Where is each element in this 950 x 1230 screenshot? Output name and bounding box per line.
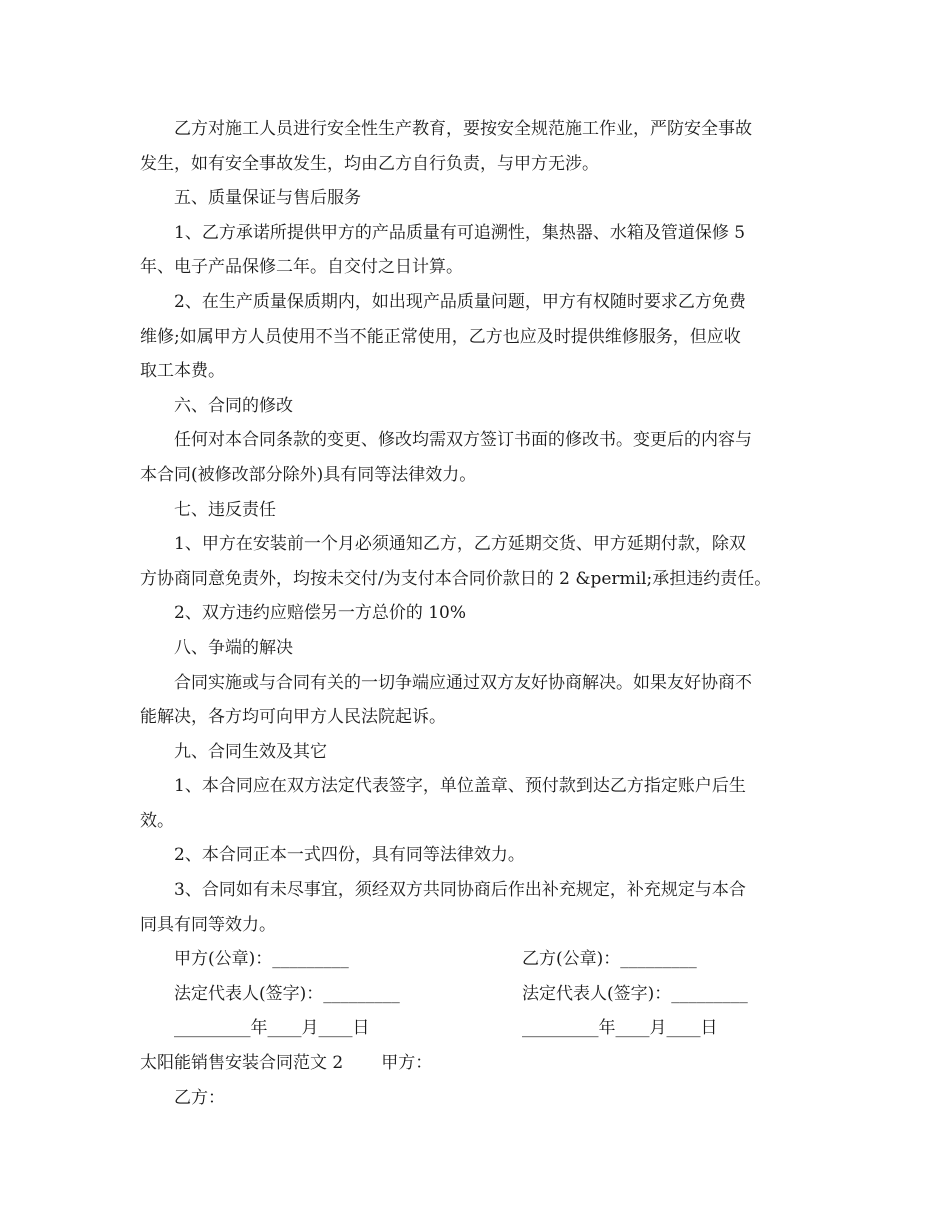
section-heading: 八、争端的解决	[174, 637, 293, 658]
party-a-label: 甲方：	[381, 1053, 433, 1074]
paragraph-line: 1、乙方承诺所提供甲方的产品质量有可追溯性，集热器、水箱及管道保修 5	[174, 222, 746, 243]
paragraph-line: 2、本合同正本一式四份，具有同等法律效力。	[174, 845, 525, 866]
paragraph-line: 取工本费。	[140, 361, 225, 382]
paragraph-line: 1、本合同应在双方法定代表签字，单位盖章、预付款到达乙方指定账户后生	[174, 776, 746, 797]
party-a-representative: 法定代表人(签字)：_________	[174, 983, 400, 1004]
party-b-representative: 法定代表人(签字)：_________	[522, 983, 748, 1004]
paragraph-line: 1、甲方在安装前一个月必须通知乙方，乙方延期交货、甲方延期付款，除双	[174, 534, 746, 555]
next-document-title-row	[140, 1046, 810, 1081]
section-heading: 六、合同的修改	[174, 395, 293, 416]
paragraph-line: 同具有同等效力。	[140, 914, 276, 935]
paragraph-line: 合同实施或与合同有关的一切争端应通过双方友好协商解决。如果友好协商不	[174, 672, 752, 693]
section-heading: 九、合同生效及其它	[174, 741, 327, 762]
party-b-date: _________年____月____日	[522, 1018, 718, 1039]
paragraph-line: 效。	[140, 810, 174, 831]
party-a-seal: 甲方(公章)：_________	[174, 949, 349, 970]
paragraph-line: 乙方对施工人员进行安全性生产教育，要按安全规范施工作业，严防安全事故	[174, 119, 752, 139]
paragraph-line: 3、合同如有未尽事宜，须经双方共同协商后作出补充规定，补充规定与本合	[174, 880, 746, 901]
section-heading: 七、违反责任	[174, 499, 276, 520]
paragraph-line: 任何对本合同条款的变更、修改均需双方签订书面的修改书。变更后的内容与	[174, 430, 752, 451]
paragraph-line: 方协商同意免责外，均按未交付/为支付本合同价款日的 2 &permil;承担违约责任。	[140, 568, 772, 589]
paragraph-line: 能解决，各方均可向甲方人民法院起诉。	[140, 707, 446, 728]
signature-block	[140, 942, 810, 1046]
paragraph-line: 维修;如属甲方人员使用不当不能正常使用，乙方也应及时提供维修服务，但应收	[140, 326, 741, 347]
next-document-title: 太阳能销售安装合同范文 2	[140, 1053, 344, 1074]
paragraph-line: 本合同(被修改部分除外)具有同等法律效力。	[140, 464, 477, 485]
contract-body	[140, 112, 810, 942]
party-a-date: _________年____月____日	[174, 1018, 370, 1039]
party-b-seal: 乙方(公章)：_________	[522, 949, 697, 970]
signature-row-seal	[140, 942, 810, 977]
party-b-label: 乙方：	[174, 1087, 225, 1108]
section-heading: 五、质量保证与售后服务	[174, 188, 361, 209]
paragraph-line: 2、双方违约应赔偿另一方总价的 10%	[174, 603, 467, 624]
paragraph-line: 发生，如有安全事故发生，均由乙方自行负责，与甲方无涉。	[140, 153, 599, 174]
signature-row-representative	[140, 977, 810, 1012]
paragraph-line: 年、电子产品保修二年。自交付之日计算。	[140, 257, 463, 278]
signature-row-date	[140, 1011, 810, 1046]
paragraph-line: 2、在生产质量保质期内，如出现产品质量问题，甲方有权随时要求乙方免费	[174, 291, 746, 312]
